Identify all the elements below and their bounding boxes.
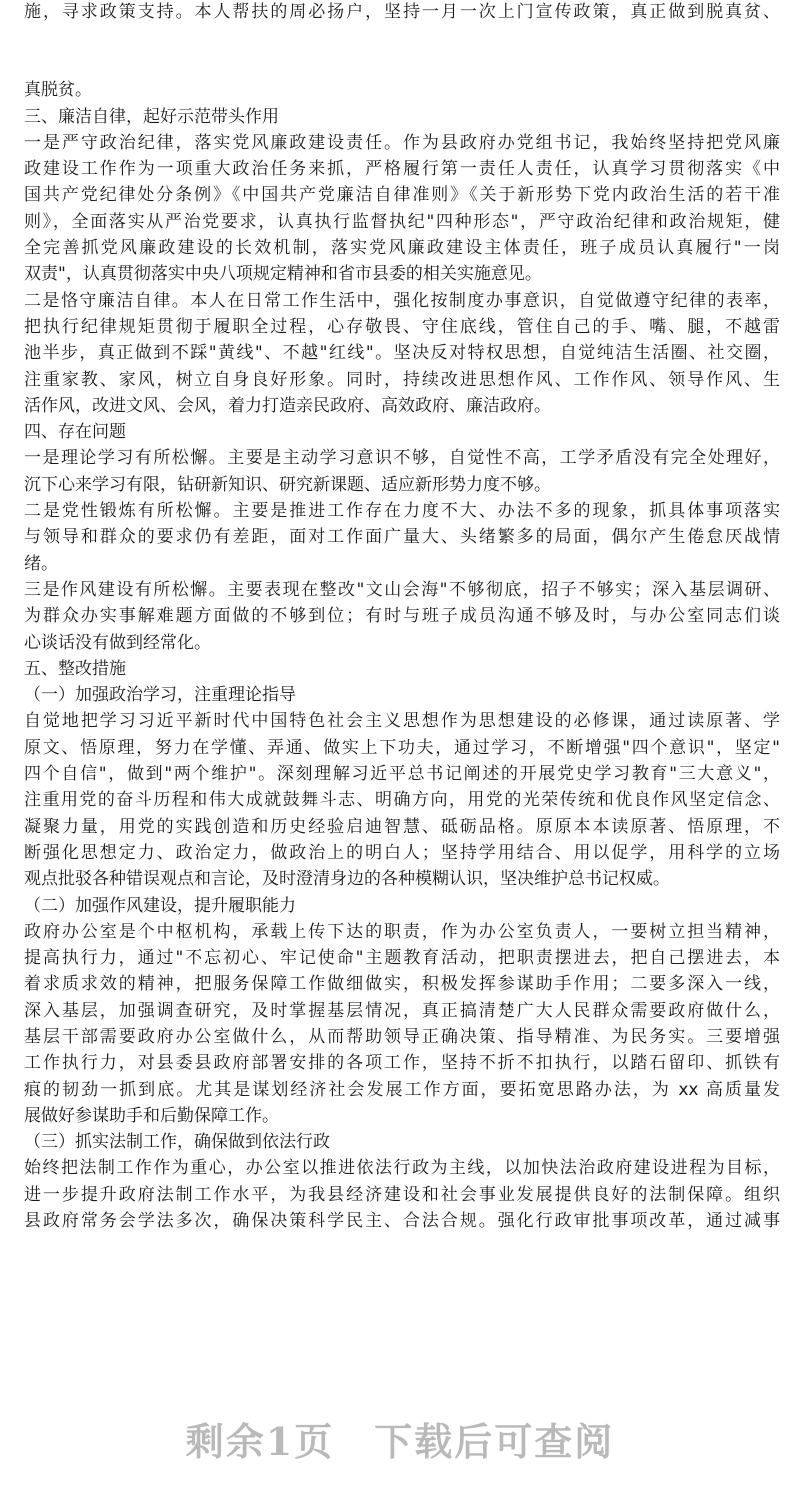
text-line: 三、廉洁自律，起好示范带头作用 — [24, 106, 279, 127]
text-line: 工作执行力，对县委县政府部署安排的各项工作，坚持不折不扣执行，以踏石留印、抓铁有 — [24, 1053, 780, 1074]
text-line: 断强化思想定力、政治定力，做政治上的明白人；坚持学用结合、用以促学，用科学的立场 — [24, 842, 780, 863]
text-line: 沉下心来学习有限，钻研新知识、研究新课题、适应新形势力度不够。 — [24, 474, 551, 495]
text-line: 痕的韧劲一抓到底。尤其是谋划经济社会发展工作方面，要拓宽思路办法，为 xx 高质量发 — [24, 1079, 780, 1100]
document-body — [24, 0, 780, 1234]
text-line: 施，寻求政策支持。本人帮扶的周必扬户，坚持一月一次上门宣传政策，真正做到脱真贫、 — [24, 2, 780, 22]
text-line: 双责"，认真贯彻落实中央八项规定精神和省市县委的相关实施意见。 — [24, 264, 542, 285]
text-line: 把执行纪律规矩贯彻于履职全过程，心存敬畏、守住底线，管住自己的手、嘴、腿，不越雷 — [24, 316, 780, 337]
text-line: 注重家教、家风，树立自身良好形象。同时，持续改进思想作风、工作作风、领导作风、生 — [24, 369, 780, 390]
text-line: 提高执行力，通过"不忘初心、牢记使命"主题教育活动，把职责摆进去，把自己摆进去，本 — [24, 948, 780, 969]
text-line: （三）抓实法制工作，确保做到依法行政 — [24, 1132, 330, 1153]
text-line: 绪。 — [24, 553, 58, 574]
text-line: 五、整改措施 — [24, 658, 126, 679]
text-line: 展做好参谋助手和后勤保障工作。 — [24, 1105, 279, 1126]
text-line: 二是恪守廉洁自律。本人在日常工作生活中，强化按制度办事意识，自觉做遵守纪律的表率， — [24, 290, 780, 311]
text-line: 为群众办实事解难题方面做的不够到位；有时与班子成员沟通不够及时，与办公室同志们谈 — [24, 606, 780, 627]
text-line: 则》，全面落实从严治党要求，认真执行监督执纪"四种形态"，严守政治纪律和政治规矩，健 — [24, 211, 780, 232]
text-line: 四个自信"，做到"两个维护"。深刻理解习近平总书记阐述的开展党史学习教育"三大意义"， — [24, 764, 780, 785]
text-line: 县政府常务会学法多次，确保决策科学民主、合法合规。强化行政审批事项改革，通过减事 — [24, 1211, 780, 1232]
text-line: 真脱贫。 — [24, 80, 92, 101]
text-line: 活作风，改进文风、会风，着力打造亲民政府、高效政府、廉洁政府。 — [24, 395, 551, 416]
text-line: 三是作风建设有所松懈。主要表现在整改"文山会海"不够彻底，招子不够实；深入基层调研、 — [24, 579, 780, 600]
text-line: 政建设工作作为一项重大政治任务来抓，严格履行第一责任人责任，认真学习贯彻落实《中 — [24, 159, 780, 180]
text-line: 一是严守政治纪律，落实党风廉政建设责任。作为县政府办党组书记，我始终坚持把党风廉 — [24, 132, 780, 153]
text-line: 政府办公室是个中枢机构，承载上传下达的职责，作为办公室负责人，一要树立担当精神， — [24, 921, 780, 942]
text-line: 二是党性锻炼有所松懈。主要是推进工作存在力度不大、办法不多的现象，抓具体事项落实 — [24, 501, 780, 522]
text-line: 观点批驳各种错误观点和言论，及时澄清身边的各种模糊认识，坚决维护总书记权威。 — [24, 869, 670, 890]
download-hint-label: 下载后可查阅 — [374, 1419, 615, 1464]
text-line: （二）加强作风建设，提升履职能力 — [24, 895, 296, 916]
text-line: 国共产党纪律处分条例》《中国共产党廉洁自律准则》《关于新形势下党内政治生活的若干准 — [24, 185, 780, 206]
text-line: 基层干部需要政府办公室做什么，从而帮助领导正确决策、指导精准、为民务实。三要增强 — [24, 1026, 780, 1047]
remaining-pages-label: 剩余1页 — [185, 1419, 335, 1464]
download-banner[interactable] — [0, 1412, 800, 1472]
text-line: 凝聚力量，用党的实践创造和历史经验启迪智慧、砥砺品格。原原本本读原著、悟原理，不 — [24, 816, 780, 837]
text-line: 四、存在问题 — [24, 422, 126, 443]
text-line: 深入基层，加强调查研究，及时掌握基层情况，真正搞清楚广大人民群众需要政府做什么， — [24, 1000, 780, 1021]
text-line: 进一步提升政府法制工作水平，为我县经济建设和社会事业发展提供良好的法制保障。组织 — [24, 1184, 780, 1205]
text-line: 一是理论学习有所松懈。主要是主动学习意识不够，自觉性不高，工学矛盾没有完全处理好， — [24, 448, 780, 469]
text-line: 注重用党的奋斗历程和伟大成就鼓舞斗志、明确方向，用党的光荣传统和优良作风坚定信念、 — [24, 790, 780, 811]
text-line: 全完善抓党风廉政建设的长效机制，落实党风廉政建设主体责任，班子成员认真履行"一岗 — [24, 238, 780, 259]
text-line: 始终把法制工作作为重心，办公室以推进依法行政为主线，以加快法治政府建设进程为目标， — [24, 1158, 780, 1179]
page-break-gap — [24, 25, 780, 77]
text-line: 着求质求效的精神，把服务保障工作做细做实，积极发挥参谋助手作用；二要多深入一线， — [24, 974, 780, 995]
text-line: 心谈话没有做到经常化。 — [24, 632, 211, 653]
text-line: 原文、悟原理，努力在学懂、弄通、做实上下功夫，通过学习，不断增强"四个意识"，坚定" — [24, 737, 780, 758]
text-line: （一）加强政治学习，注重理论指导 — [24, 685, 296, 706]
text-line: 池半步，真正做到不踩"黄线"、不越"红线"。坚决反对特权思想，自觉纯洁生活圈、社交圈， — [24, 343, 780, 364]
text-line: 自觉地把学习习近平新时代中国特色社会主义思想作为思想建设的必修课，通过读原著、学 — [24, 711, 780, 732]
text-line: 与领导和群众的要求仍有差距，面对工作面广量大、头绪繁多的局面，偶尔产生倦怠厌战情 — [24, 527, 780, 548]
